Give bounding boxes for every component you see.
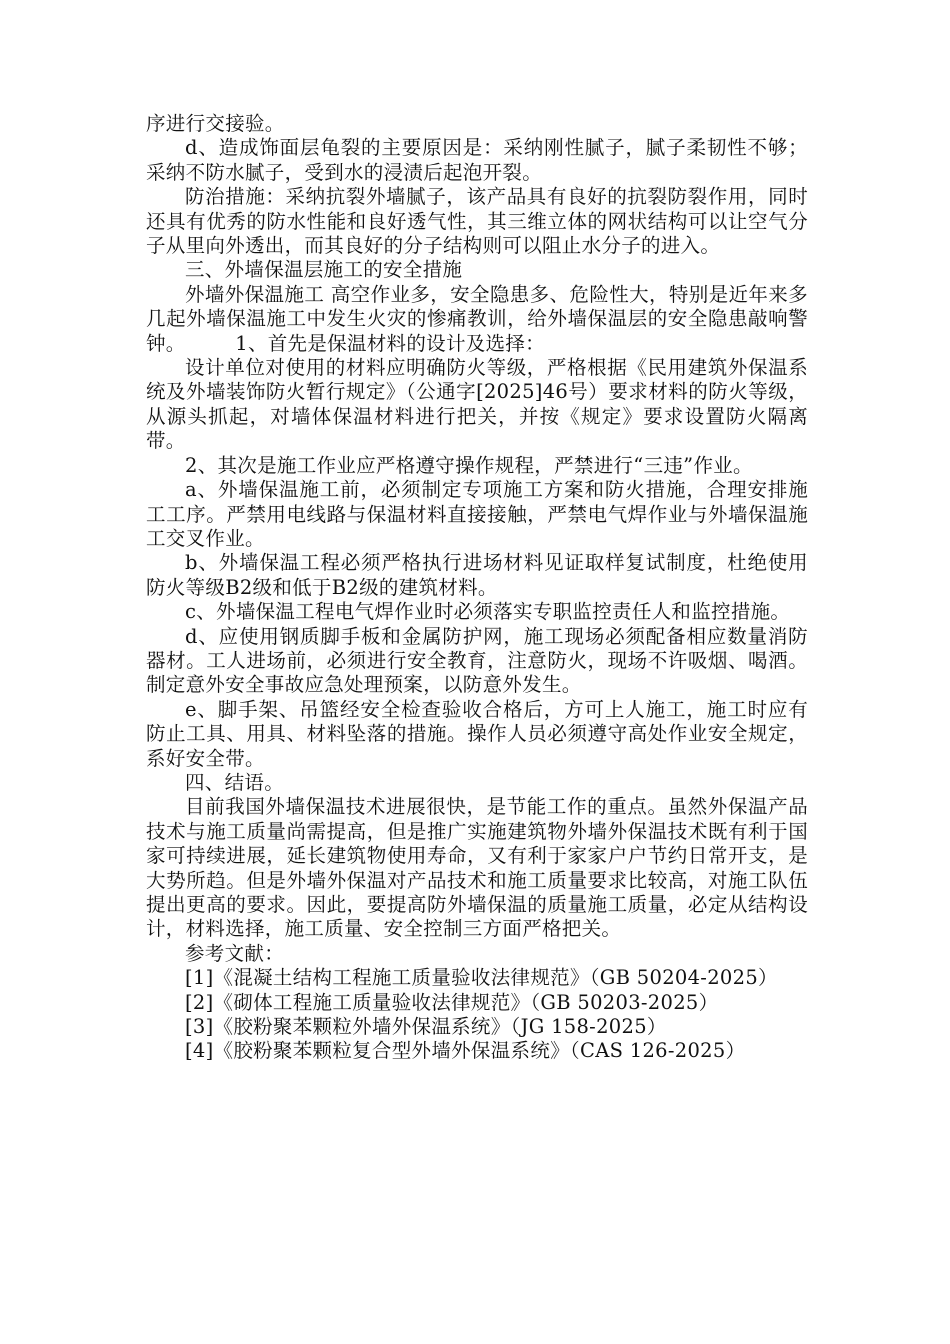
paragraph: 防治措施：采纳抗裂外墙腻子，该产品具有良好的抗裂防裂作用，同时还具有优秀的防水性能和良好透气性，其三维立体的网状结构可以让空气分子从里向外透出，而其良好的分子结构则可以阻止水分子的进入。	[146, 185, 808, 258]
section-heading: 四、结语。	[185, 770, 285, 794]
paragraph: b、外墙保温工程必须严格执行进场材料见证取样复试制度，杜绝使用防火等级B2级和低于B2级的建筑材料。	[146, 551, 808, 599]
paragraph: 设计单位对使用的材料应明确防火等级，严格根据《民用建筑外保温系统及外墙装饰防火暂行规定》（公通字[2025]46号）要求材料的防火等级，从源头抓起，对墙体保温材料进行把关，并按《规定》要求设置防火隔离带。	[146, 356, 808, 453]
reference-item: [2]《砌体工程施工质量验收法律规范》（GB 50203-2025）	[185, 990, 719, 1014]
paragraph: 序进行交接验。	[146, 112, 285, 135]
references-heading: 参考文献：	[185, 941, 285, 965]
section-heading: 三、外墙保温层施工的安全措施	[185, 258, 463, 282]
paragraph: 外墙外保温施工 高空作业多，安全隐患多、危险性大，特别是近年来多几起外墙保温施工中发生火灾的惨痛教训，给外墙保温层的安全隐患敲响警钟。 1、首先是保温材料的设计及选择：	[146, 282, 808, 355]
paragraph: 目前我国外墙保温技术进展很快，是节能工作的重点。虽然外保温产品技术与施工质量尚需提高，但是推广实施建筑物外墙外保温技术既有利于国家可持续进展，延长建筑物使用寿命，又有利于家家户户节约日常开支，是大势所趋。但是外墙外保温对产品技术和施工质量要求比较高，对施工队伍提出更高的要求。因此，要提高防外墙保温的质量施工质量，必定从结构设计，材料选择，施工质量、安全控制三方面严格把关。	[146, 795, 808, 941]
paragraph: d、应使用钢质脚手板和金属防护网，施工现场必须配备相应数量消防器材。工人进场前，必须进行安全教育，注意防火，现场不许吸烟、喝酒。制定意外安全事故应急处理预案，以防意外发生。	[146, 624, 808, 697]
paragraph: 2、其次是施工作业应严格遵守操作规程，严禁进行“三违”作业。	[185, 453, 753, 477]
reference-item: [4]《胶粉聚苯颗粒复合型外墙外保温系统》（CAS 126-2025）	[185, 1039, 746, 1063]
paragraph: e、脚手架、吊篮经安全检查验收合格后，方可上人施工，施工时应有防止工具、用具、材料坠落的措施。操作人员必须遵守高处作业安全规定，系好安全带。	[146, 697, 808, 770]
paragraph: d、造成饰面层龟裂的主要原因是：采纳刚性腻子，腻子柔韧性不够；采纳不防水腻子，受到水的浸渍后起泡开裂。	[146, 136, 808, 184]
reference-item: [1]《混凝土结构工程施工质量验收法律规范》（GB 50204-2025）	[185, 966, 778, 990]
paragraph: c、外墙保温工程电气焊作业时必须落实专职监控责任人和监控措施。	[185, 600, 791, 624]
document-body	[146, 112, 808, 1064]
paragraph: a、外墙保温施工前，必须制定专项施工方案和防火措施，合理安排施工工序。严禁用电线路与保温材料直接接触，严禁电气焊作业与外墙保温施工交叉作业。	[146, 478, 808, 550]
reference-item: [3]《胶粉聚苯颗粒外墙外保温系统》（JG 158-2025）	[185, 1015, 667, 1039]
